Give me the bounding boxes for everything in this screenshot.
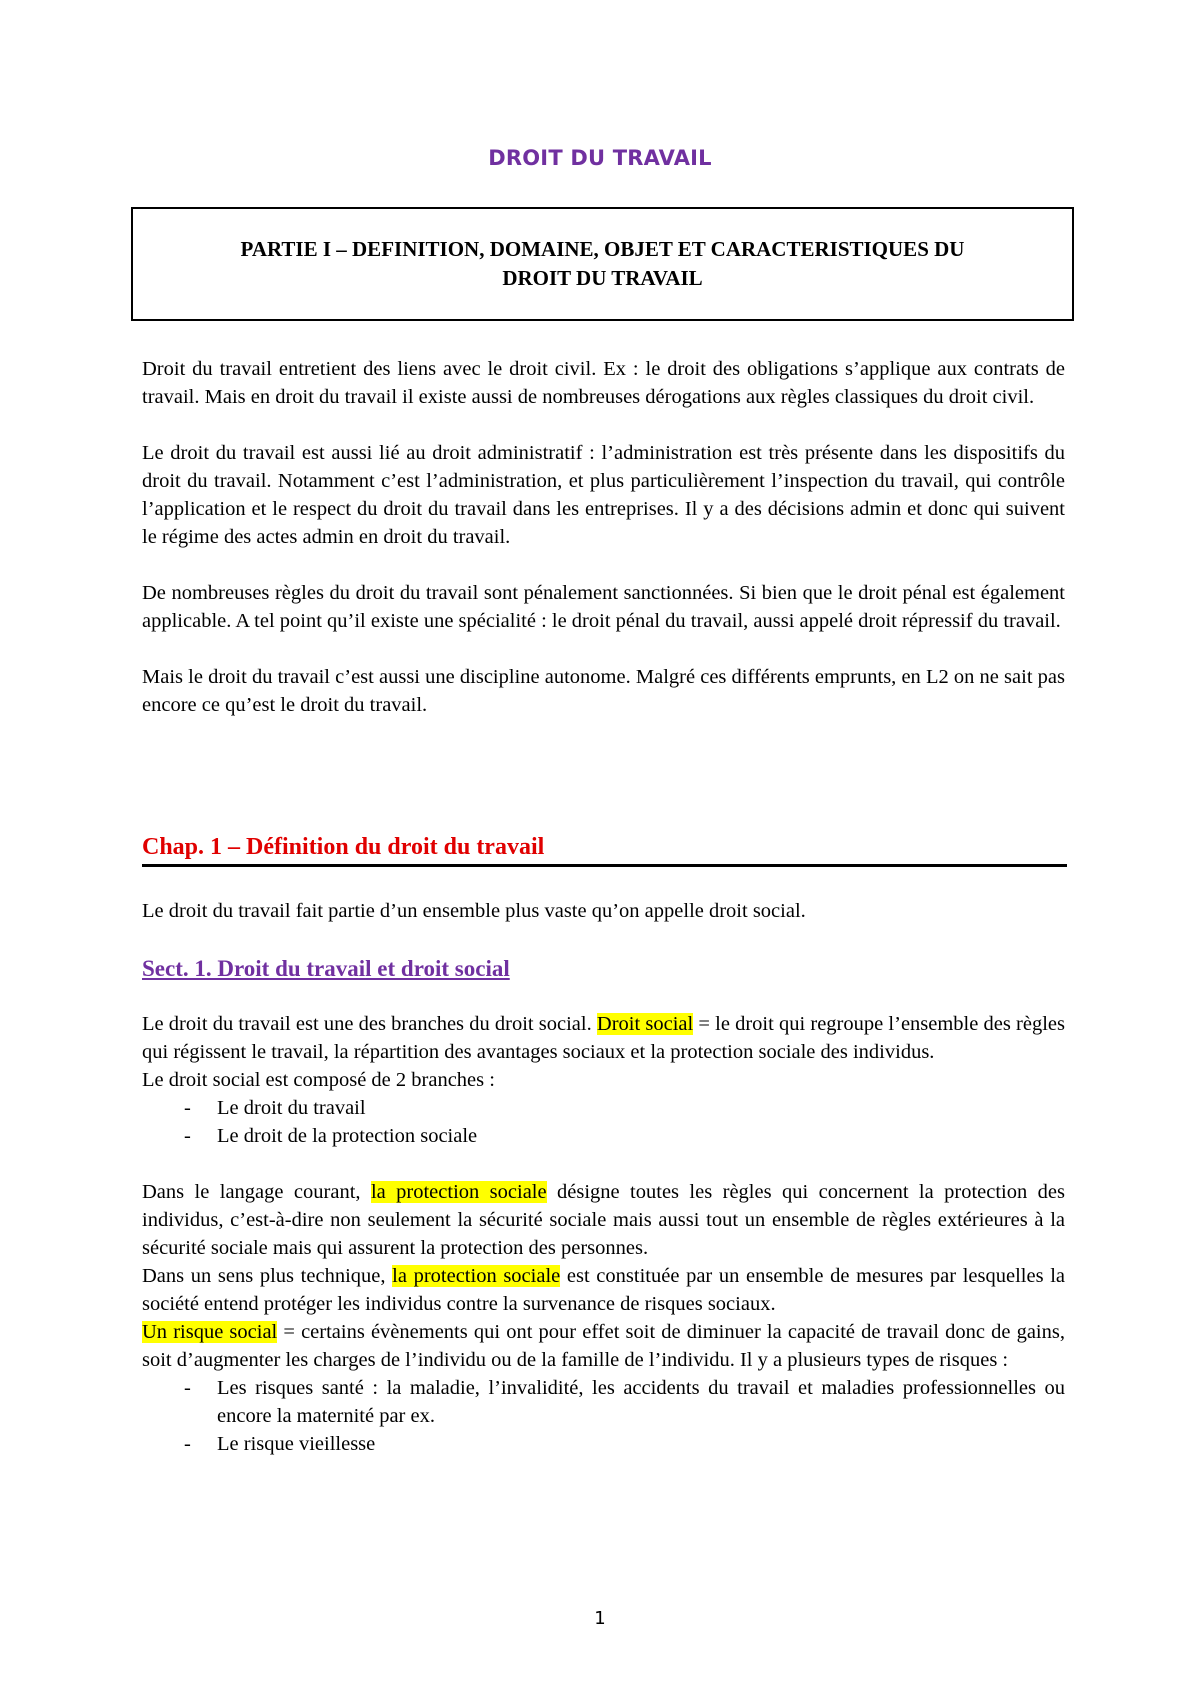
text-run: est constituée par un ensemble de mesures par lesquelles la société entend protéger les individus contre la survenance de risques sociaux.	[142, 1265, 1065, 1315]
list-item: - Le risque vieillesse	[142, 1430, 1065, 1458]
highlight-protection-sociale: la protection sociale	[392, 1265, 561, 1287]
branches-list	[142, 1094, 1065, 1150]
intro-paragraph: De nombreuses règles du droit du travail sont pénalement sanctionnées. Si bien que le droit pénal est également applicable. A tel point qu’il existe une spécialité : le droit pénal du travail, aussi appelé droit répressif du travail.	[142, 582, 1065, 632]
highlight-droit-social: Droit social	[596, 1013, 694, 1035]
intro-section	[142, 355, 1065, 719]
partie-title-line-1: PARTIE I – DEFINITION, DOMAINE, OBJET ET CARACTERISTIQUES DU	[240, 237, 965, 261]
list-item: - Le droit du travail	[142, 1094, 1065, 1122]
intro-paragraph: Le droit du travail est aussi lié au droit administratif : l’administration est très présente dans les dispositifs du droit du travail. Notamment c’est l’administration, et plus particulièrement l’inspection du travail, qui contrôle l’application et le respect du droit du travail dans les entreprises. Il y a des décisions admin et donc qui suivent le régime des actes admin en droit du travail.	[142, 442, 1065, 548]
chapter-heading: Chap. 1 – Définition du droit du travail	[142, 834, 545, 860]
list-item: - Le droit de la protection sociale	[142, 1122, 1065, 1150]
text-run: = le droit qui regroupe l’ensemble des règles qui régissent le travail, la répartition des avantages sociaux et la protection sociale des individus.	[142, 1013, 1065, 1063]
text-run: désigne toutes les règles qui concernent la protection des individus, c’est-à-dire non seulement la sécurité sociale mais aussi tout un ensemble de règles extérieures à la sécurité sociale mais qui assurent la protection des personnes.	[142, 1181, 1065, 1259]
list-item: - Les risques santé : la maladie, l’invalidité, les accidents du travail et maladies professionnelles ou encore la maternité par ex.	[142, 1374, 1065, 1430]
chapter-heading-rule	[142, 864, 1067, 867]
text-run: = certains évènements qui ont pour effet soit de diminuer la capacité de travail donc de gains, soit d’augmenter les charges de l’individu ou de la famille de l’individu. Il y a plusieurs types de risques :	[142, 1321, 1065, 1371]
text-run: Dans un sens plus technique,	[142, 1265, 393, 1287]
section-paragraph-2: Le droit social est composé de 2 branches :	[142, 1069, 495, 1091]
section-paragraph-3	[142, 1178, 1065, 1262]
chapter-intro-block	[142, 897, 1065, 925]
page-number: 1	[594, 1608, 606, 1629]
highlight-risque-social: Un risque social	[142, 1321, 278, 1343]
partie-title-box	[131, 207, 1074, 321]
text-run: Dans le langage courant,	[142, 1181, 371, 1203]
section-paragraph-5	[142, 1318, 1065, 1374]
section-paragraph-1	[142, 1010, 1065, 1066]
section-paragraph-4	[142, 1262, 1065, 1318]
section-body	[142, 1010, 1065, 1458]
highlight-protection-sociale: la protection sociale	[370, 1181, 547, 1203]
section-heading: Sect. 1. Droit du travail et droit social	[142, 956, 510, 981]
chapter-intro: Le droit du travail fait partie d’un ensemble plus vaste qu’on appelle droit social.	[142, 900, 806, 922]
text-run: Le droit du travail est une des branches du droit social.	[142, 1013, 597, 1035]
risks-list	[142, 1374, 1065, 1458]
partie-title	[173, 235, 1033, 293]
intro-paragraph: Droit du travail entretient des liens avec le droit civil. Ex : le droit des obligations s’applique aux contrats de travail. Mais en droit du travail il existe aussi de nombreuses dérogations aux règles classiques du droit civil.	[142, 358, 1065, 408]
partie-title-line-2: DROIT DU TRAVAIL	[502, 266, 703, 290]
intro-paragraph: Mais le droit du travail c’est aussi une discipline autonome. Malgré ces différents emprunts, en L2 on ne sait pas encore ce qu’est le droit du travail.	[142, 666, 1065, 716]
document-title: DROIT DU TRAVAIL	[488, 146, 712, 170]
